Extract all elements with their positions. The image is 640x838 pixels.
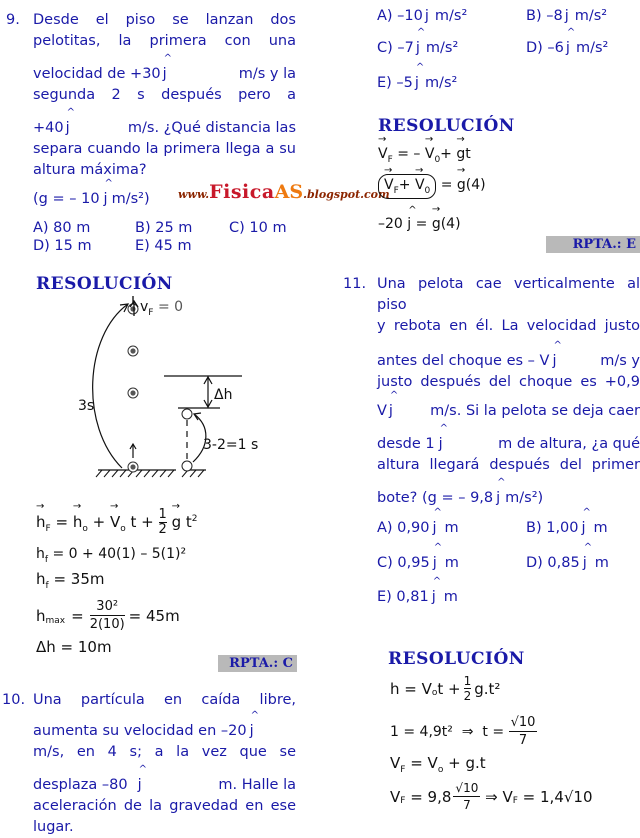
q11-line4: justo después del choque es +0,9 [377, 374, 640, 390]
q11-number: 11. [343, 276, 367, 292]
motion-diagram [60, 296, 320, 482]
q9-option-d[interactable]: D) 15 m [33, 238, 92, 254]
q11-line5: V^ j m/s. Si la pelota se deja caer [377, 401, 640, 422]
q10-option-a[interactable]: A) –10^ j m/s² [377, 6, 467, 27]
eq-vf-result: V $_F$ = 9,8 √10 7 ⇒ V $_F$ = 1,4√10 [390, 781, 593, 812]
q10-option-e[interactable]: E) –5^ j m/s² [377, 73, 457, 94]
arrow-up-icon [129, 300, 139, 316]
eq-hf-vector: → $h_F$ = → $h_o$ + → $V_o$ t + $\frac{1}{2}$ → g $t^2$ [36, 508, 197, 537]
q11-option-c[interactable]: C) 0,95^ j m [377, 553, 459, 574]
q10-option-d[interactable]: D) –6^ j m/s² [526, 38, 608, 59]
eq-hmax: h $_{max}$ = $\frac{\text{30²}}{2(10)}$ = 45m [36, 599, 180, 632]
q9-line5: +40^ j m/s. ¿Qué distancia las [33, 118, 296, 139]
eq-hf-result: $h_f = 35m$ [36, 570, 105, 591]
diagram-vf-label: $v_F = 0$ [140, 299, 184, 318]
q9-number: 9. [6, 12, 20, 28]
q11-option-b[interactable]: B) 1,00^ j m [526, 518, 608, 539]
q10-line4: desplaza –80^ j m. Halle la [33, 775, 296, 796]
answer-badge-q10: RPTA.: E [546, 236, 640, 253]
q11-option-e[interactable]: E) 0,81^ j m [377, 587, 458, 608]
q9-option-c[interactable]: C) 10 m [229, 220, 287, 236]
resolucion-heading-q9: RESOLUCIÓN [36, 274, 173, 294]
q9-option-b[interactable]: B) 25 m [135, 220, 193, 236]
q11-option-a[interactable]: A) 0,90^ j m [377, 518, 459, 539]
answer-badge-q9: RPTA.: C [218, 655, 297, 672]
q10-line5: aceleración de la gravedad en ese [33, 798, 296, 814]
resolucion-heading-q11: RESOLUCIÓN [388, 649, 525, 669]
q9-option-a[interactable]: A) 80 m [33, 220, 91, 236]
eq-g-result: –20 ^ j = → g(4) [378, 216, 461, 232]
q10-line6: lugar. [33, 819, 74, 835]
q11-line8: bote? (g = – 9,8^ j m/s²) [377, 488, 640, 509]
q11-line6: desde 1^ j m de altura, ¿a qué [377, 434, 640, 455]
q9-line4: segunda 2 s después pero a [33, 87, 296, 103]
q10-text [33, 690, 296, 838]
diagram-time2-label: 3-2=1 s [203, 437, 259, 453]
q9-line3: velocidad de +30^ j m/s y la [33, 64, 296, 85]
eq-vf-sum: → $V_F+ \to V_0$ = → g(4) [378, 174, 486, 199]
eq-time: 1 = 4,9t² ⇒ t = $\frac{√10}{7}$ [390, 715, 536, 748]
q9-line1: Desde el piso se lanzan dos [33, 12, 296, 28]
q9-option-e[interactable]: E) 45 m [135, 238, 192, 254]
q10-option-b[interactable]: B) –8^ j m/s² [526, 6, 607, 27]
q10-option-c[interactable]: C) –7^ j m/s² [377, 38, 458, 59]
q9-line2: pelotitas, la primera con una [33, 33, 296, 49]
eq-vf-vector: → $V_F$ = – → $V_0+$ → gt [378, 146, 471, 165]
eq-h-formula: h = V $_o$ t + $\frac{1}{2}$ g.t² [390, 674, 501, 703]
q9-gravity: (g = – 10^ j m/s²) [33, 189, 296, 210]
q11-option-d[interactable]: D) 0,85^ j m [526, 553, 609, 574]
q11-line2: y rebota en él. La velocidad justo [377, 318, 640, 334]
eq-delta-h: Δh = 10m [36, 638, 112, 656]
q9-line7: altura máxima? [33, 162, 147, 178]
q11-line7: altura llegará después del primer [377, 457, 640, 473]
q10-line3: m/s, en 4 s; a la vez que se [33, 744, 296, 760]
q10-line2: aumenta su velocidad en –20^ j [33, 721, 296, 742]
resolucion-heading-q10: RESOLUCIÓN [378, 116, 515, 136]
q11-text [377, 274, 640, 509]
watermark: www.FisicaAS.blogspot.com [178, 181, 390, 203]
q10-line1: Una partícula en caída libre, [33, 692, 296, 708]
q9-text [33, 10, 296, 210]
q11-line3: antes del choque es – V^ j m/s y [377, 351, 640, 372]
q10-number: 10. [2, 692, 26, 708]
q9-line6: separa cuando la primera llega a su [33, 141, 296, 157]
eq-vf-formula: $V_F = V_o + g.t$ [390, 754, 486, 775]
q11-line1: Una pelota cae verticalmente al piso [377, 276, 640, 313]
diagram-time-label: 3s [78, 398, 95, 414]
eq-hf-numeric: $h_f = 0 + 40(1) - 5(1)^2$ [36, 546, 187, 565]
diagram-dh-label: Δh [214, 387, 233, 403]
